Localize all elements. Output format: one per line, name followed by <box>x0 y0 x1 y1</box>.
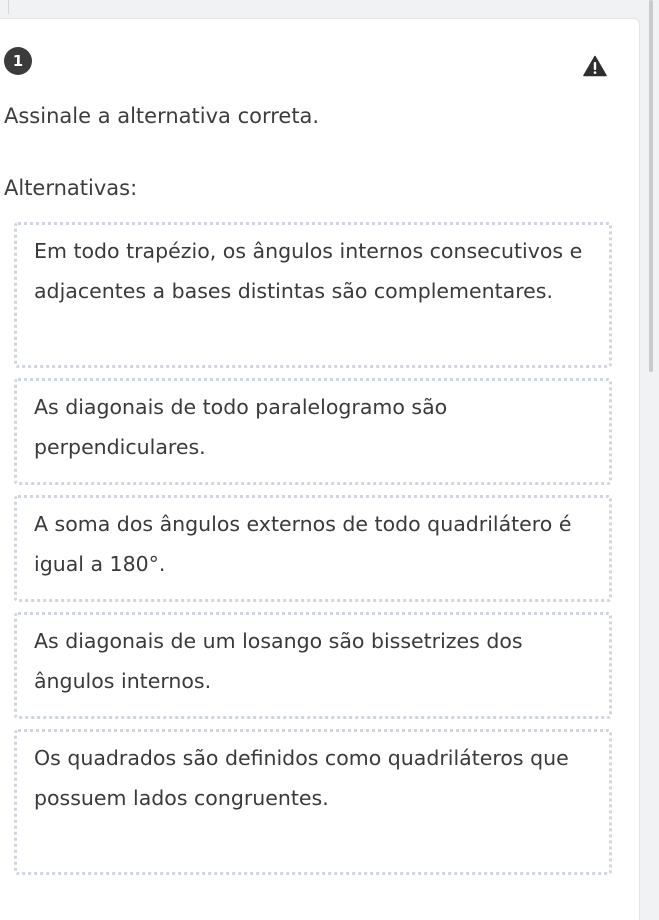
scrollbar-thumb[interactable] <box>649 0 653 372</box>
question-number-badge <box>4 47 32 75</box>
option-3-text: A soma dos ângulos externos de todo quadrilátero é igual a 180°. <box>34 512 572 576</box>
warning-triangle-icon <box>583 55 607 77</box>
page-edge <box>0 0 9 14</box>
option-1-text: Em todo trapézio, os ângulos internos consecutivos e adjacentes a bases distintas são complementares. <box>34 239 583 303</box>
option-4-text: As diagonais de um losango são bissetrizes dos ângulos internos. <box>34 629 523 693</box>
option-1[interactable] <box>14 222 612 368</box>
option-2[interactable] <box>14 378 612 485</box>
option-5-text: Os quadrados são definidos como quadriláteros que possuem lados congruentes. <box>34 746 569 810</box>
option-3[interactable] <box>14 495 612 602</box>
question-prompt: Assinale a alternativa correta. <box>4 104 320 128</box>
option-2-text: As diagonais de todo paralelogramo são perpendiculares. <box>34 395 448 459</box>
option-4[interactable] <box>14 612 612 719</box>
option-5[interactable] <box>14 729 612 875</box>
scrollbar[interactable] <box>642 0 659 920</box>
alternatives-label: Alternativas: <box>4 176 138 200</box>
question-number: 1 <box>12 52 24 70</box>
warning-icon[interactable] <box>583 55 607 77</box>
